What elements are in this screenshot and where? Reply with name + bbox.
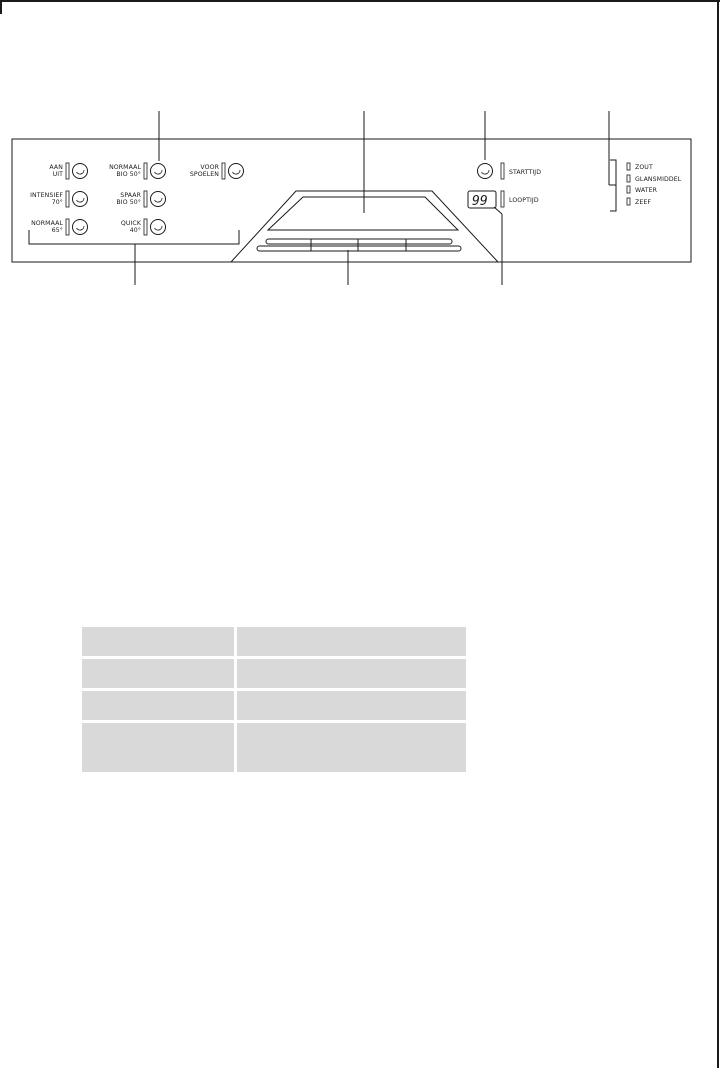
label-starttijd: STARTTIJD	[509, 169, 542, 176]
table-row	[81, 690, 468, 722]
display-value: 99	[472, 194, 488, 209]
table-cell	[236, 658, 468, 690]
table-cell	[236, 626, 468, 658]
label-uit: UIT	[52, 171, 63, 178]
table-cell	[81, 626, 236, 658]
button-intensief-70[interactable]	[30, 191, 87, 207]
label-normaal: NORMAAL	[31, 220, 63, 227]
button-voor-spoelen[interactable]	[190, 163, 244, 179]
table-cell	[236, 690, 468, 722]
table-row	[81, 658, 468, 690]
label-normaal-bio: NORMAAL	[109, 164, 141, 171]
button-quick-40[interactable]	[121, 219, 166, 235]
label-spoelen: SPOELEN	[189, 171, 219, 178]
indicator-lights	[609, 148, 682, 211]
table-cell	[81, 658, 236, 690]
table-cell	[81, 690, 236, 722]
indicator-zeef-light	[627, 198, 630, 205]
table-cell	[81, 722, 236, 774]
label-aan: AAN	[49, 164, 63, 171]
label-voor: VOOR	[200, 164, 219, 171]
label-70: 70°	[51, 199, 63, 206]
time-display	[468, 191, 539, 209]
button-aan-uit[interactable]	[49, 163, 87, 179]
label-looptijd: LOOPTIJD	[509, 197, 539, 204]
handle-grip-bars	[257, 239, 461, 251]
looptijd-indicator	[501, 191, 504, 207]
indicator-glansmiddel-light	[627, 175, 630, 182]
button-normaal-bio-50[interactable]	[109, 163, 165, 179]
button-spaar-bio-50[interactable]	[116, 191, 165, 207]
control-panel-diagram	[0, 0, 720, 300]
indicator-water-label: WATER	[635, 187, 658, 194]
legend-table	[79, 624, 469, 775]
callout-lines-top	[159, 111, 609, 213]
indicator-zout-light	[627, 163, 630, 170]
label-65: 65°	[51, 227, 63, 234]
label-quick: QUICK	[120, 220, 141, 227]
label-spaar-bio-50: BIO 50°	[116, 199, 141, 206]
label-bio-50: BIO 50°	[116, 171, 141, 178]
indicator-glansmiddel-label: GLANSMIDDEL	[635, 176, 682, 183]
button-starttijd[interactable]	[478, 163, 542, 179]
table-row	[81, 722, 468, 774]
label-spaar: SPAAR	[120, 192, 141, 199]
label-40: 40°	[129, 227, 141, 234]
indicator-zeef-label: ZEEF	[635, 199, 652, 206]
button-normaal-65[interactable]	[31, 219, 87, 235]
indicator-water-light	[627, 186, 630, 193]
indicator-zout-label: ZOUT	[635, 164, 653, 171]
table-row	[81, 626, 468, 658]
label-intensief: INTENSIEF	[30, 192, 63, 199]
table-cell	[236, 722, 468, 774]
